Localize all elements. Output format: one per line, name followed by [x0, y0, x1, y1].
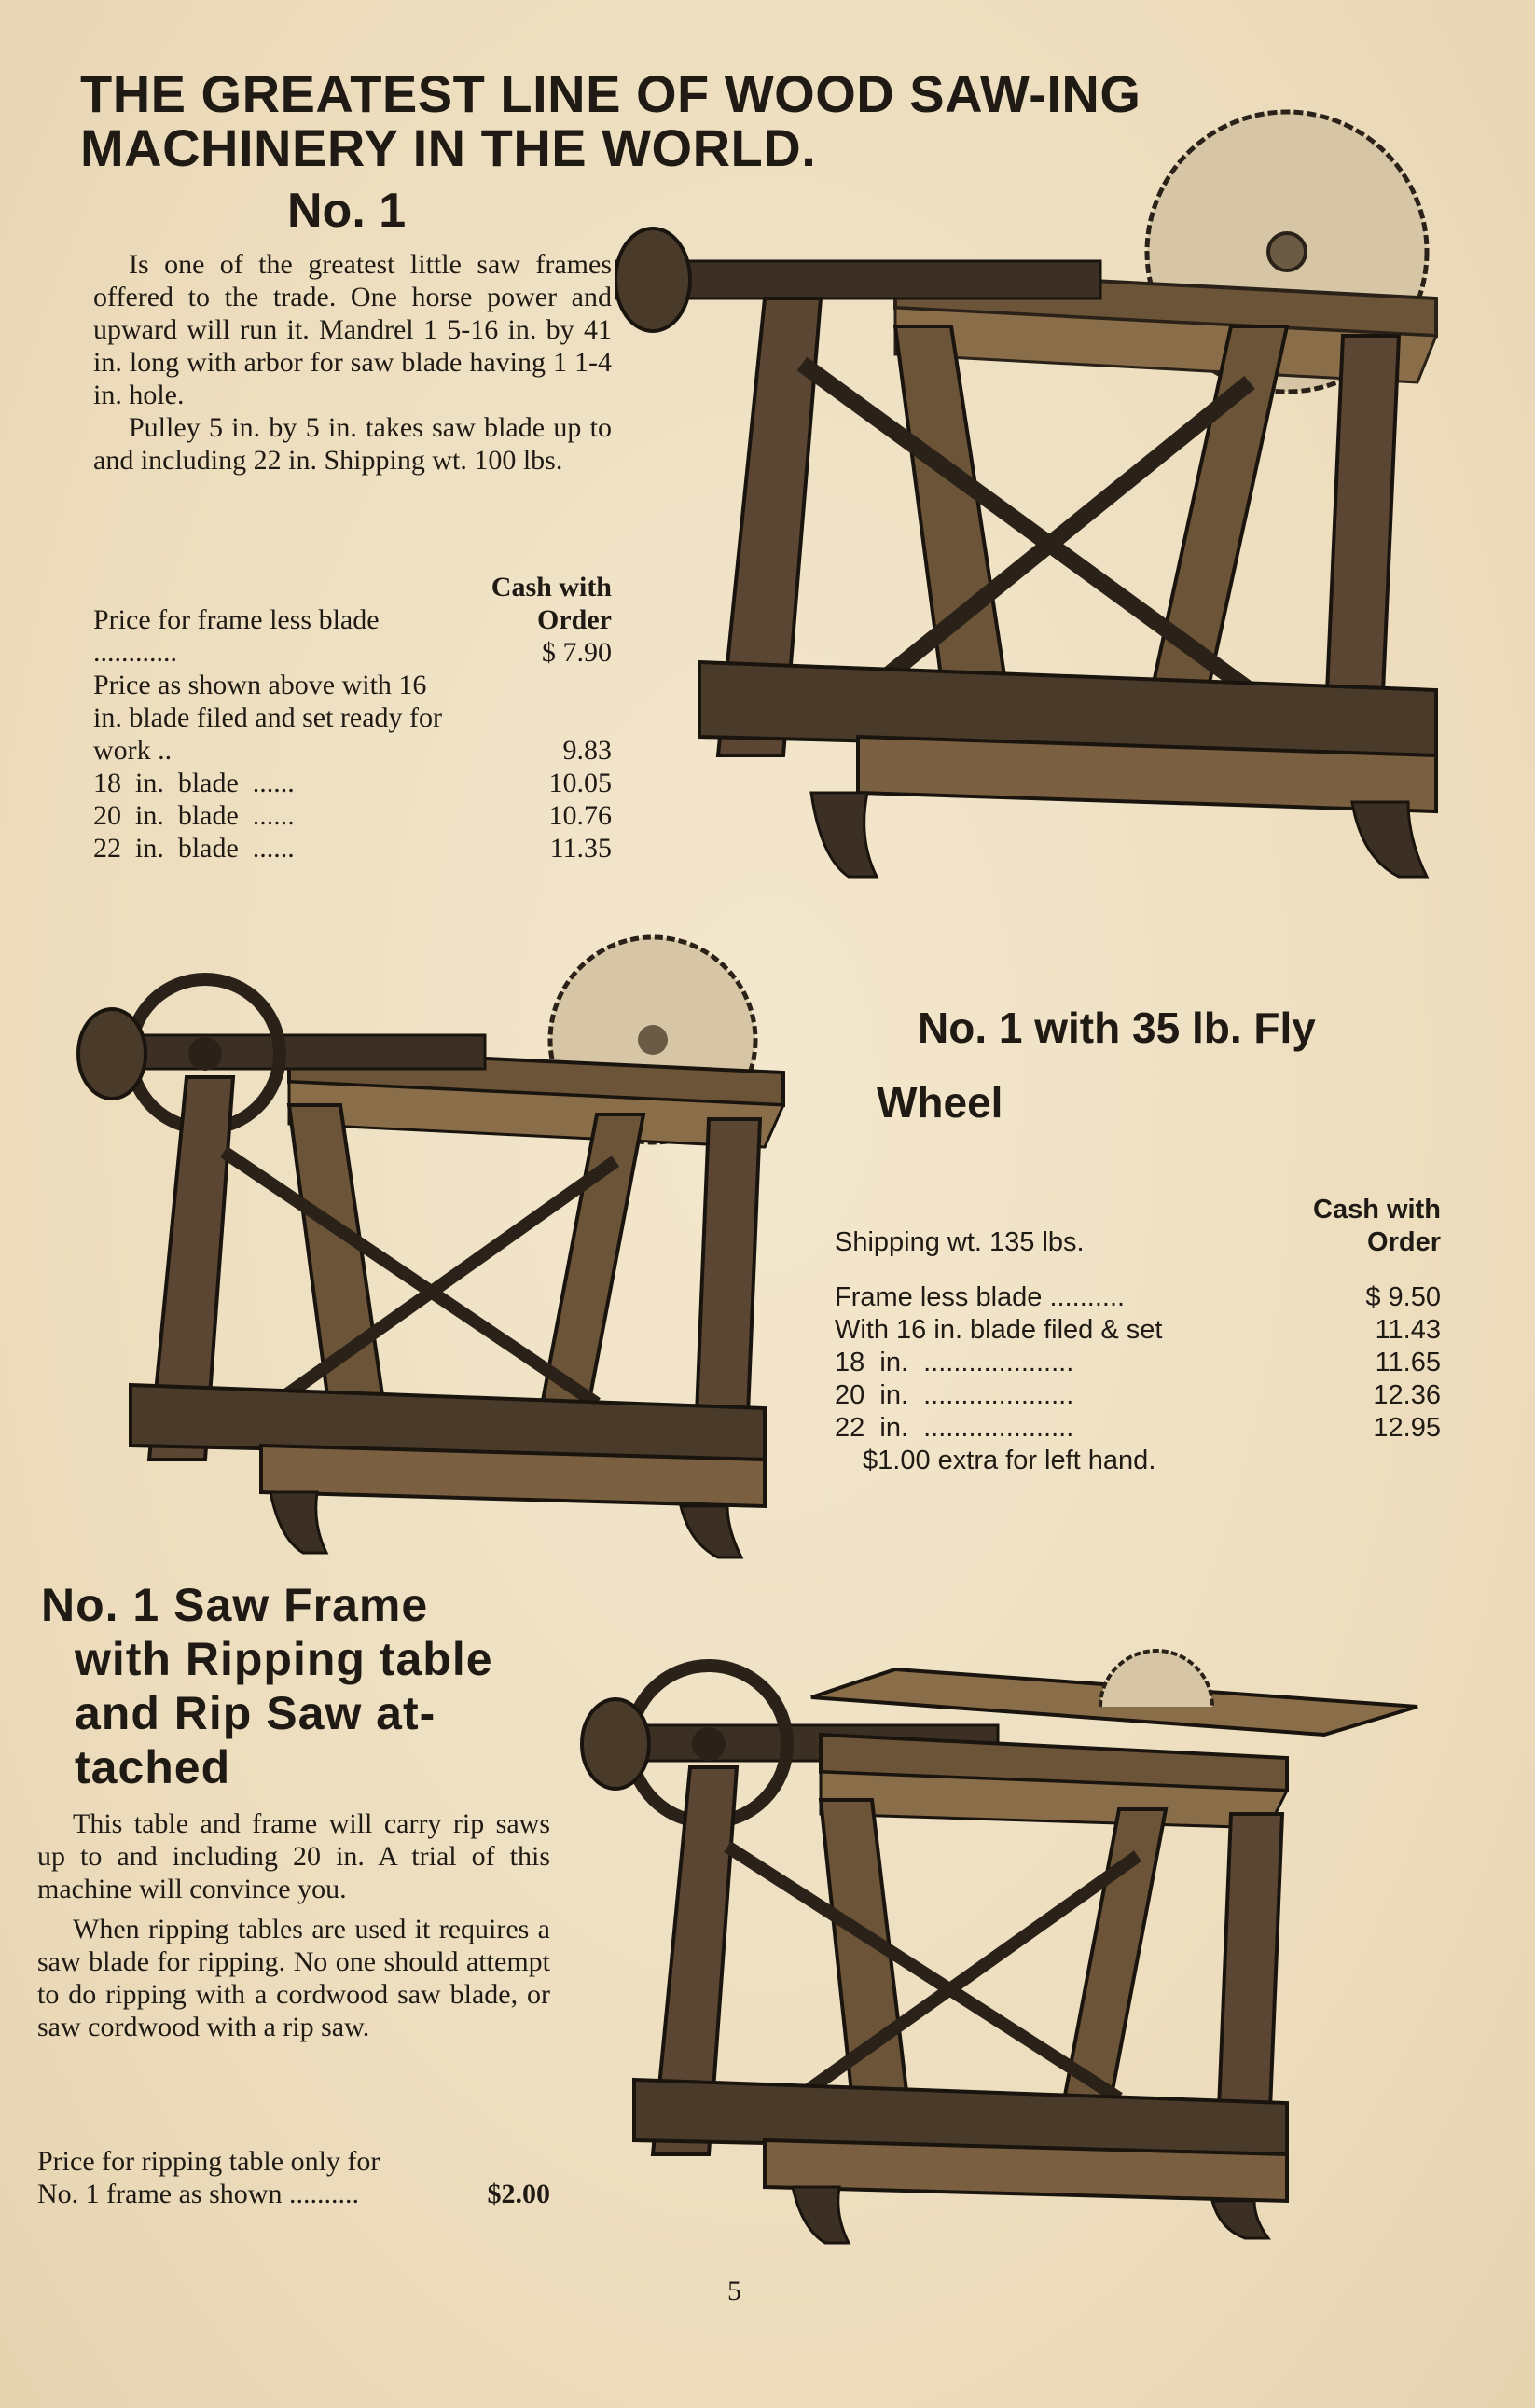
page-number: 5: [727, 2276, 741, 2306]
price-value: 11.35: [549, 833, 612, 864]
price-label: Price for ripping table only for No. 1 frame as shown ..........: [37, 2146, 380, 2209]
price-row: [93, 669, 612, 767]
section3-description: [37, 1807, 550, 2043]
section2-title-line1: No. 1 with 35 lb. Fly: [918, 1003, 1316, 1052]
price-row: [835, 1347, 1441, 1379]
section2-cash-header-1: Cash with: [1313, 1195, 1441, 1225]
price-row: [835, 1281, 1441, 1314]
page-headline: THE GREATEST LINE OF WOOD SAW-ING MACHINERY IN THE WORLD.: [80, 64, 1141, 177]
price-row: [835, 1314, 1441, 1347]
section2-left-hand-note: $1.00 extra for left hand.: [863, 1446, 1156, 1475]
price-row: [93, 603, 612, 669]
price-row: [835, 1412, 1441, 1445]
section3-title-line4: tached: [75, 1741, 231, 1793]
price-row: [37, 2145, 550, 2210]
price-row: [835, 1379, 1441, 1412]
price-row: [93, 767, 612, 799]
section3-para2: When ripping tables are used it requires a saw blade for ripping. No one should attempt to do ripping with a cordwood saw blade, or saw cordwood with a rip saw.: [37, 1914, 550, 2042]
section3-price-table: [37, 2145, 550, 2210]
price-label: 22 in. ....................: [835, 1413, 1074, 1443]
price-value: $2.00: [487, 2179, 550, 2209]
price-value: $ 9.50: [1365, 1282, 1441, 1312]
price-label: Frame less blade ..........: [835, 1282, 1126, 1312]
price-value: 11.65: [1375, 1348, 1441, 1377]
section2-title: [877, 990, 1316, 1140]
section1-cash-header-1: Cash with: [491, 572, 612, 602]
price-label: 20 in. ....................: [835, 1380, 1074, 1410]
price-value: 10.76: [548, 800, 612, 831]
price-value: 9.83: [562, 735, 612, 766]
section3-title: [41, 1578, 493, 1794]
section1-price-table: [93, 571, 612, 865]
section3-para1: This table and frame will carry rip saws up to and including 20 in. A trial of this machine will convince you.: [37, 1808, 550, 1904]
section3-title-line1: No. 1 Saw Frame: [41, 1579, 429, 1631]
section1-para2: Pulley 5 in. by 5 in. takes saw blade up to and including 22 in. Shipping wt. 100 lbs.: [93, 412, 612, 476]
price-row: [93, 832, 612, 865]
price-value: 10.05: [548, 768, 612, 798]
price-row: [93, 799, 612, 832]
price-value: 12.36: [1373, 1380, 1441, 1410]
price-value: $ 7.90: [542, 637, 612, 668]
section2-price-table: [835, 1194, 1441, 1477]
fly-wheel-saw-illustration: [75, 919, 802, 1571]
ripping-table-illustration: [578, 1604, 1436, 2257]
price-label: 20 in. blade ......: [93, 800, 295, 831]
section1-description: [93, 248, 612, 477]
section1-para1: Is one of the greatest little saw frames offered to the trade. One horse power and upward will run it. Mandrel 1 5-16 in. by 41 in. long with arbor for saw blade having 1 1-4 in. hole.: [93, 249, 612, 410]
price-label: 22 in. blade ......: [93, 833, 295, 864]
price-value: 11.43: [1375, 1315, 1441, 1345]
price-label: Price for frame less blade ............: [93, 604, 380, 668]
price-label: Price as shown above with 16 in. blade filed and set ready for work ..: [93, 670, 443, 766]
section3-title-line2: with Ripping table: [75, 1633, 493, 1685]
section2-shipping: Shipping wt. 135 lbs.: [835, 1227, 1085, 1257]
price-label: With 16 in. blade filed & set: [835, 1315, 1163, 1345]
section2-cash-header-2: Order: [1367, 1227, 1441, 1257]
section1-cash-header-2: Order: [537, 604, 612, 635]
price-label: 18 in. blade ......: [93, 768, 295, 798]
section3-title-line3: and Rip Saw at-: [75, 1687, 436, 1739]
saw-frame-illustration: [615, 84, 1455, 923]
price-label: 18 in. ....................: [835, 1348, 1074, 1377]
price-value: 12.95: [1373, 1413, 1441, 1443]
section1-title: No. 1: [287, 184, 407, 238]
section2-shipping-row: [835, 1226, 1441, 1259]
section2-title-line2: Wheel: [877, 1078, 1003, 1127]
